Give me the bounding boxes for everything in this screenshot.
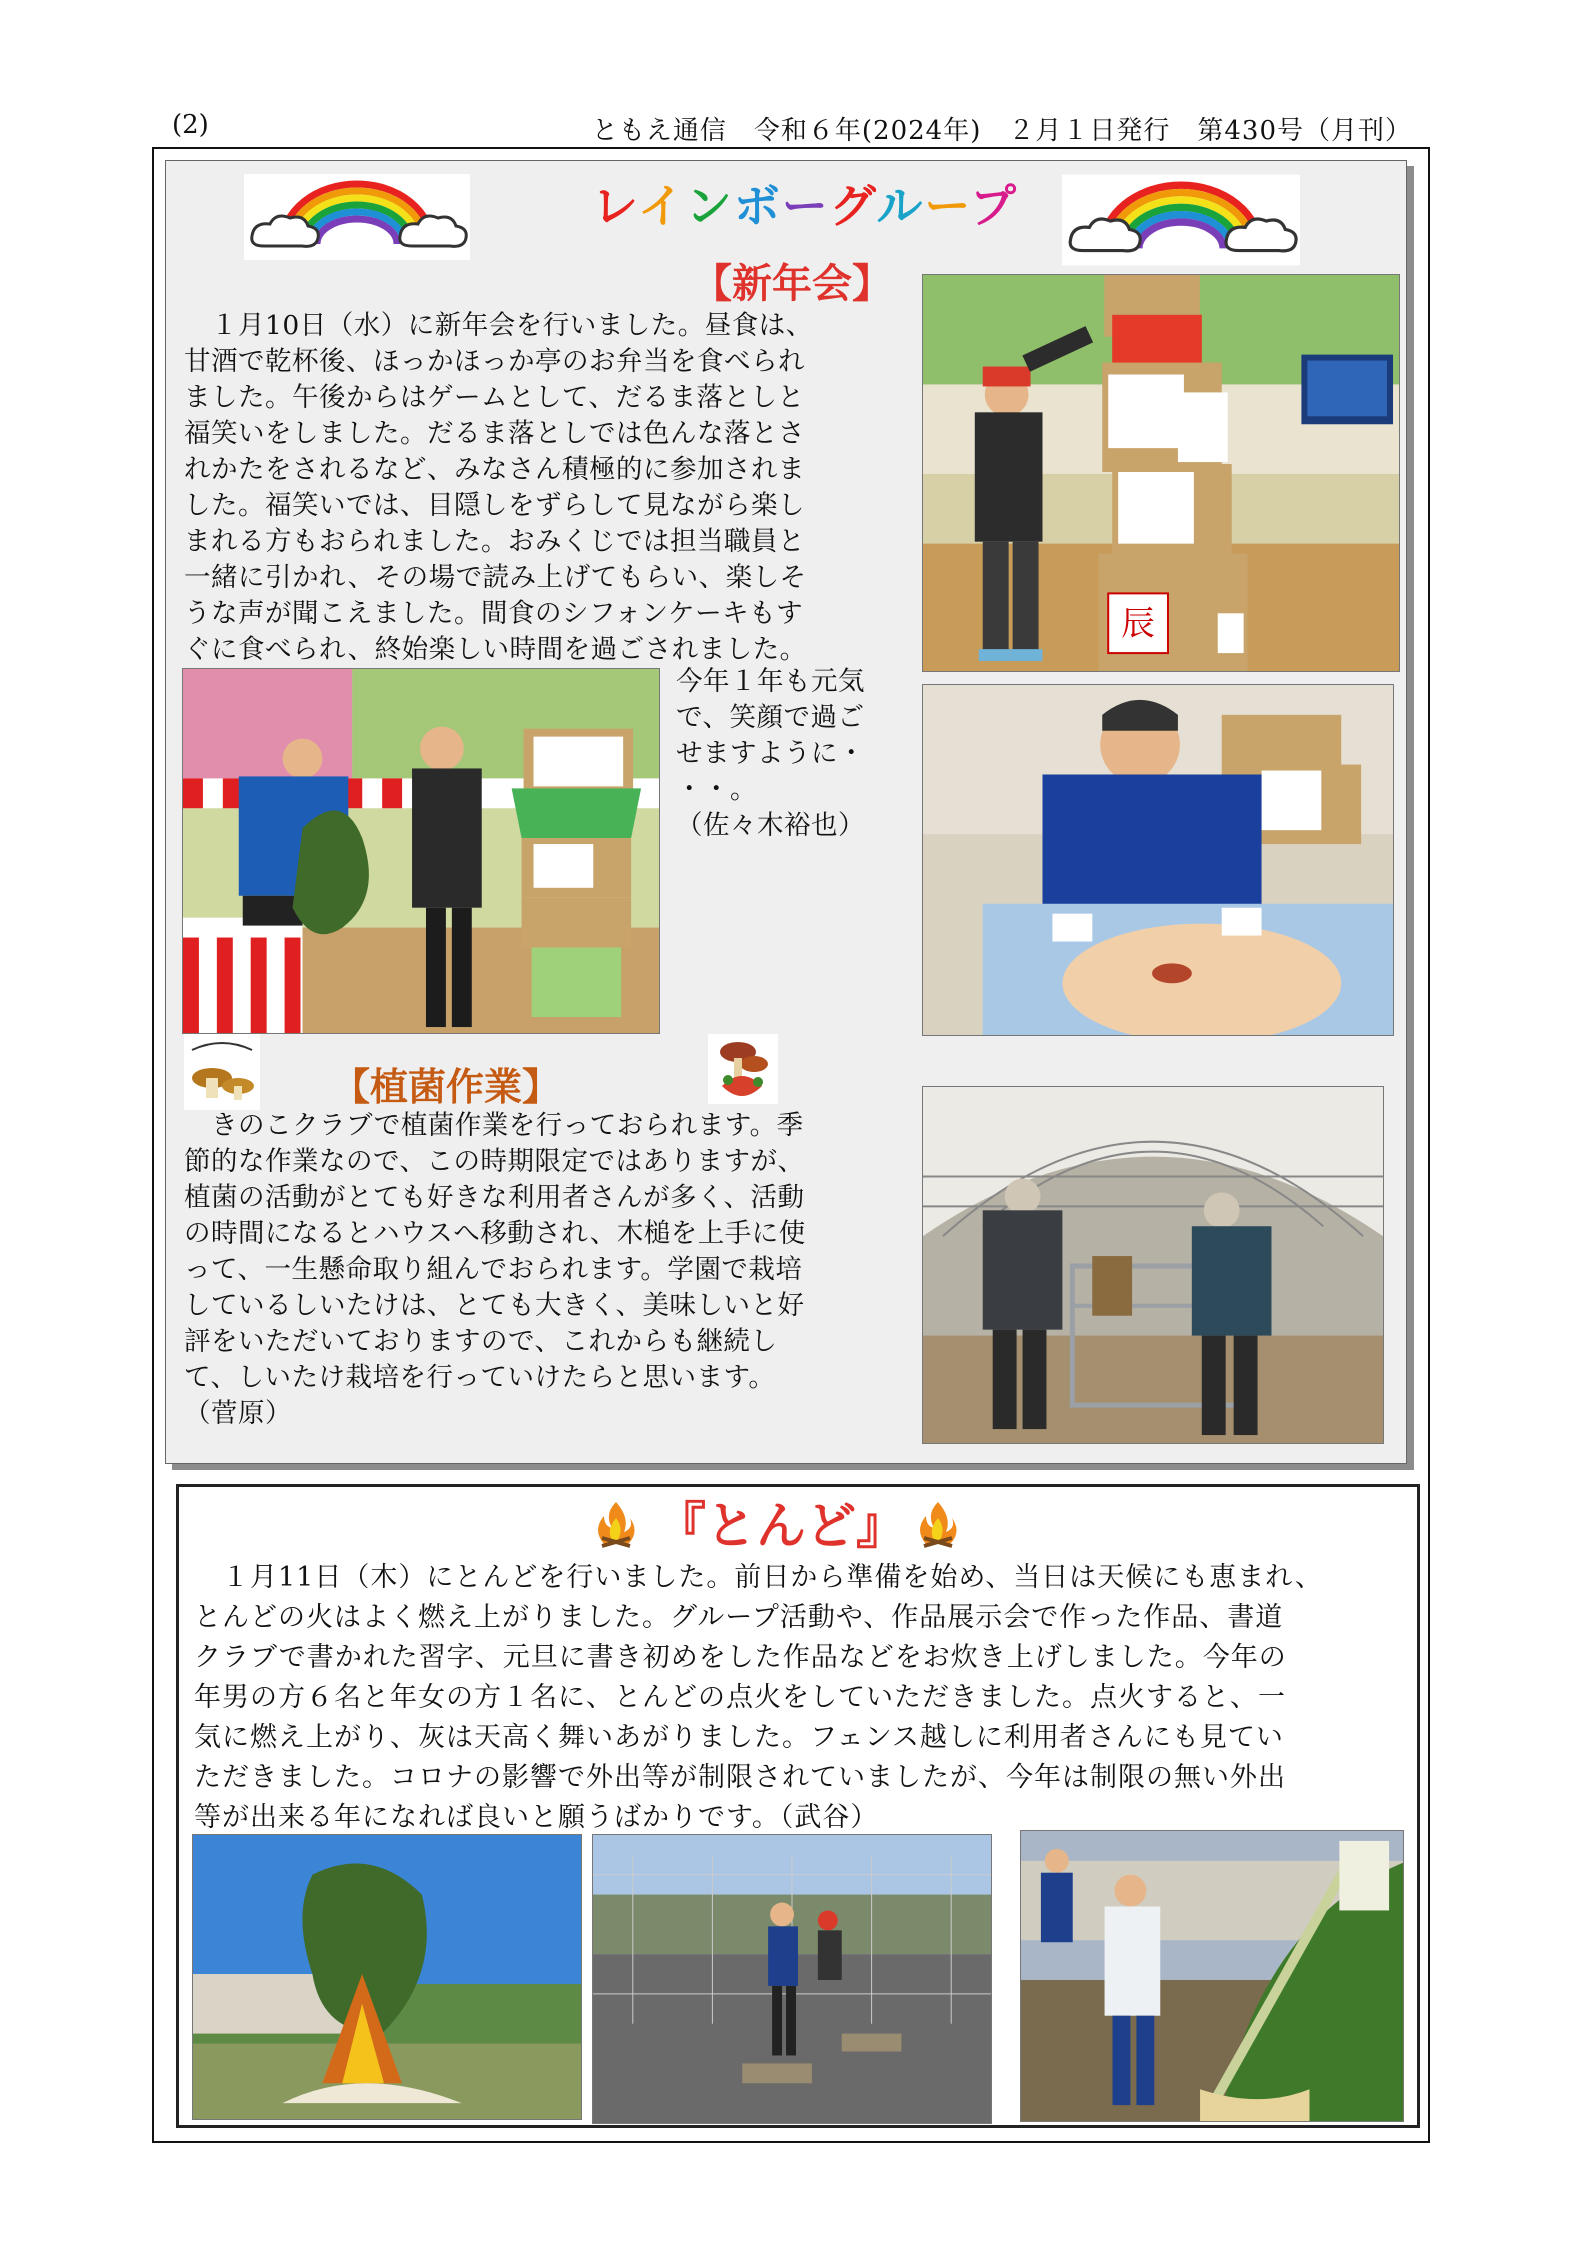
text-line: きのこクラブで植菌作業を行っておられます。季 (184, 1110, 804, 1141)
photo-greenhouse (922, 1086, 1384, 1444)
page-number: (2) (172, 110, 209, 140)
text-line: ・・。 (676, 774, 757, 805)
group-title-char: プ (970, 179, 1019, 233)
text-line: て、しいたけ栽培を行っていけたらと思います。 (184, 1362, 776, 1393)
group-title-char: ン (685, 179, 734, 233)
rainbow-icon (1062, 174, 1300, 266)
text-line: ぐに食べられ、終始楽しい時間を過ごされました。 (184, 634, 807, 665)
box-label-tatsu: 辰 (1121, 604, 1156, 644)
text-line: の時間になるとハウスへ移動され、木槌を上手に使 (184, 1218, 806, 1249)
tondo-body (194, 1558, 1414, 1838)
text-line: って、一生懸命取り組んでおられます。学園で栽培 (184, 1254, 803, 1285)
shinnenkai-heading: 【新年会】 (692, 260, 892, 307)
tondo-heading: 『とんど』 (656, 1496, 906, 1555)
text-line: ただきました。コロナの影響で外出等が制限されていましたが、今年は制限の無い外出 (194, 1762, 1286, 1793)
text-line: とんどの火はよく燃え上がりました。グループ活動や、作品展示会で作った作品、書道 (194, 1602, 1284, 1633)
bonfire-icon (596, 1500, 636, 1548)
photo-tondo-fence (592, 1834, 992, 2124)
text-line: しているしいたけは、とても大きく、美味しいと好 (184, 1290, 805, 1321)
shinnenkai-side-text (676, 664, 906, 844)
mushroom-icon (184, 1034, 260, 1110)
group-title-char: レ (592, 179, 638, 233)
photo-daruma-otoshi (922, 274, 1400, 672)
text-line: １月10日（水）に新年会を行いました。昼食は、 (184, 310, 813, 341)
group-title-char: ー (924, 179, 971, 233)
text-line: 植菌の活動がとても好きな利用者さんが多く、活動 (184, 1182, 805, 1213)
mushroom-bouquet-icon (708, 1034, 778, 1104)
text-line: クラブで書かれた習字、元旦に書き初めをした作品などをお炊き上げしました。今年の (194, 1642, 1287, 1673)
text-line: うな声が聞こえました。間食のシフォンケーキもす (184, 598, 804, 629)
text-line: れかたをされるなど、みなさん積極的に参加されま (184, 454, 805, 485)
shokin-body (184, 1108, 904, 1432)
text-line: した。福笑いでは、目隠しをずらして見ながら楽し (184, 490, 805, 521)
text-line: 福笑いをしました。だるま落としでは色んな落とさ (184, 418, 805, 449)
group-title-char: グ (829, 179, 877, 233)
text-line: せますように・ (676, 738, 865, 769)
group-title-char: イ (637, 179, 686, 233)
shokin-heading: 【植菌作業】 (332, 1064, 561, 1109)
photo-tondo-fire (192, 1834, 582, 2120)
shinnenkai-body (184, 308, 904, 668)
newsletter-title: ともえ通信 令和６年(2024年) ２月１日発行 第430号（月刊） (591, 116, 1412, 146)
group-title-char: ル (876, 179, 925, 233)
text-line: ました。午後からはゲームとして、だるま落としと (184, 382, 805, 413)
group-title-char: ー (781, 179, 830, 233)
text-line: 今年１年も元気 (676, 666, 865, 697)
text-line: １月11日（木）にとんどを行いました。前日から準備を始め、当日は天候にも恵まれ、 (194, 1562, 1323, 1593)
photo-kanpai (182, 668, 660, 1034)
photo-fukuwarai (922, 684, 1394, 1036)
bonfire-icon (918, 1500, 958, 1548)
text-line: まれる方もおられました。おみくじでは担当職員と (184, 526, 805, 557)
text-line: で、笑顔で過ご (676, 702, 865, 733)
page-header (172, 110, 1412, 144)
group-title-char: ボ (733, 179, 782, 233)
group-title (592, 170, 1018, 236)
text-line: 一緒に引かれ、その場で読み上げてもらい、楽しそ (184, 562, 807, 593)
text-line: （菅原） (184, 1398, 292, 1429)
text-line: 年男の方６名と年女の方１名に、とんどの点火をしていただきました。点火すると、一 (194, 1682, 1286, 1713)
photo-tondo-lighting (1020, 1830, 1404, 2122)
rainbow-icon (244, 174, 470, 260)
text-line: （佐々木裕也） (676, 810, 865, 841)
text-line: 節的な作業なので、この時期限定ではありますが、 (184, 1146, 805, 1177)
text-line: 評をいただいておりますので、これからも継続し (184, 1326, 778, 1357)
text-line: 等が出来る年になれば良いと願うばかりです。（武谷） (194, 1802, 879, 1833)
text-line: 甘酒で乾杯後、ほっかほっか亭のお弁当を食べられ (184, 346, 805, 377)
text-line: 気に燃え上がり、灰は天高く舞いあがりました。フェンス越しに利用者さんにも見てい (194, 1722, 1284, 1753)
